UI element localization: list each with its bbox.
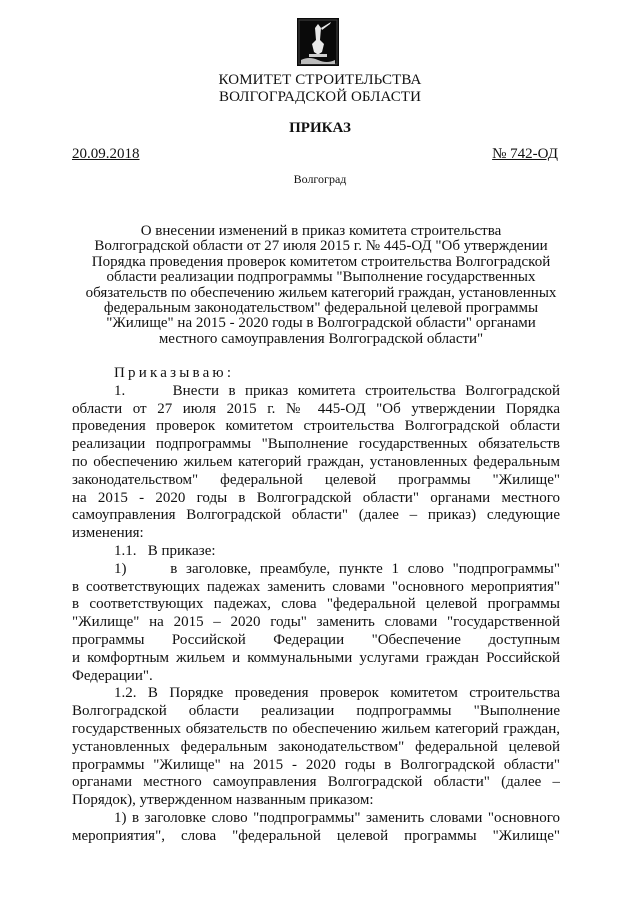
body-line: программы "Жилище" на 2015 - 2020 годы в Волгоградской области": [72, 756, 560, 773]
body-line: государственных обязательств по обеспечению жильем категорий граждан,: [72, 720, 560, 737]
body-line: Волгоградской области реализации подпрограммы "Выполнение: [72, 703, 560, 720]
body-line: органами местного самоуправления Волгоградской области" (далее –: [72, 774, 560, 791]
body-line: реализации подпрограммы "Выполнение государственных обязательств: [72, 436, 560, 453]
subject-line: местного самоуправления Волгоградской области": [158, 330, 484, 347]
subject-line: Волгоградской области от 27 июля 2015 г. № 445-ОД "Об утверждении: [94, 238, 548, 255]
body-line: законодательством" федеральной целевой программы "Жилище": [72, 471, 560, 488]
body-line: и комфортным жильем и коммунальными услугами граждан Российской: [72, 649, 560, 666]
org-name-line-1: КОМИТЕТ СТРОИТЕЛЬСТВА: [218, 72, 422, 88]
body-line: 1) в заголовке, преамбуле, пункте 1 слово "подпрограммы": [114, 560, 560, 577]
body-line: "Жилище" на 2015 – 2020 годы" заменить словами "государственной: [72, 614, 560, 631]
subject-line: Порядка проведения проверок комитетом строительства Волгоградской: [91, 253, 551, 270]
body-line: по обеспечению жильем категорий граждан, установленных федеральным: [72, 453, 560, 470]
body-line: 1) в заголовке слово "подпрограммы" заменить словами "основного: [114, 809, 560, 826]
body-line: проведения проверок комитетом строительства Волгоградской области: [72, 418, 560, 435]
body-line: самоуправления Волгоградской области" (далее – приказ) следующие: [72, 507, 560, 524]
body-line: 1. Внести в приказ комитета строительства Волгоградской: [114, 382, 560, 399]
body-line: 1.1. В приказе:: [114, 542, 216, 559]
body-line: Федерации".: [72, 667, 153, 684]
body-line: установленных федеральным законодательством" федеральной целевой: [72, 738, 560, 755]
body-line: на 2015 - 2020 годы в Волгоградской области" органами местного: [72, 489, 560, 506]
document-type-title: ПРИКАЗ: [289, 120, 351, 136]
document-subject: [66, 224, 576, 347]
document-number: № 742-ОД: [492, 146, 558, 162]
subject-line: области реализации подпрограммы "Выполнение государственных: [106, 269, 536, 286]
body-line: программы Российской Федерации "Обеспечение доступным: [72, 631, 560, 648]
volgograd-coat-of-arms-icon: [297, 18, 339, 66]
org-name-line-2: ВОЛГОГРАДСКОЙ ОБЛАСТИ: [218, 89, 422, 105]
subject-line: О внесении изменений в приказ комитета строительства: [140, 223, 502, 239]
body-line: Порядок), утвержденном названным приказом:: [72, 792, 374, 809]
subject-line: обязательств по обеспечению жильем категорий граждан, установленных: [85, 284, 557, 301]
order-verb: Приказываю:: [114, 365, 235, 381]
body-line: области от 27 июля 2015 г. № 445-ОД "Об утверждении Порядка: [72, 400, 560, 417]
body-line: мероприятия", слова "федеральной целевой программы "Жилище": [72, 827, 560, 844]
body-line: 1.2. В Порядке проведения проверок комитетом строительства: [114, 685, 560, 702]
body-line: в соответствующих падежах заменить словами "основного мероприятия": [72, 578, 560, 595]
subject-line: федеральным законодательством" федеральной целевой программы: [103, 300, 539, 317]
body-line: в соответствующих падежах, слова "федеральной целевой программы: [72, 596, 560, 613]
subject-line: "Жилище" на 2015 - 2020 годы в Волгоградской области" органами: [106, 315, 536, 332]
document-body: [72, 365, 560, 846]
document-city: Волгоград: [293, 172, 347, 186]
document-date: 20.09.2018: [72, 146, 140, 162]
body-line: изменения:: [72, 525, 144, 542]
